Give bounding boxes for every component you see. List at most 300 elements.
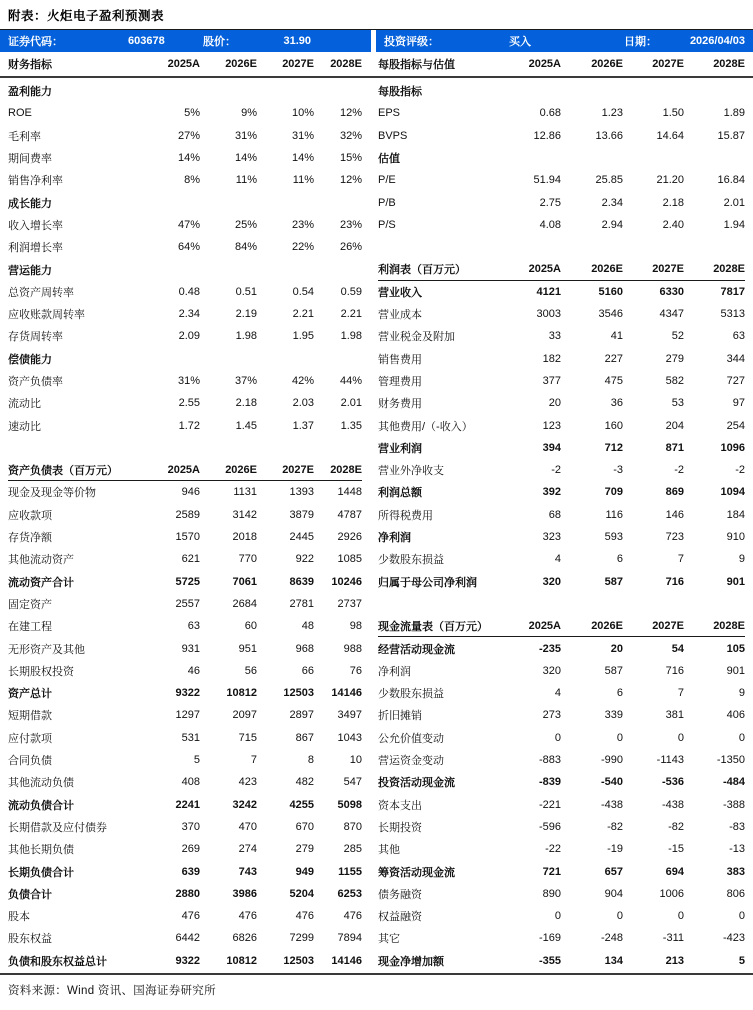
row-value: 922 bbox=[295, 553, 314, 566]
row-value: 8 bbox=[307, 754, 314, 767]
row-value: 2026E bbox=[591, 619, 623, 632]
row-label: 速动比 bbox=[8, 420, 41, 433]
row-value: 2557 bbox=[175, 597, 200, 610]
row-value: -438 bbox=[661, 798, 684, 811]
row-label: 资产总计 bbox=[8, 688, 52, 701]
row-value: 10812 bbox=[226, 687, 257, 700]
row-value: 715 bbox=[238, 731, 257, 744]
price-label: 股价： bbox=[203, 36, 236, 48]
row-value: 279 bbox=[295, 843, 314, 856]
row-value: 0.48 bbox=[178, 285, 200, 298]
row-label: 投资活动现金流 bbox=[378, 777, 455, 790]
table-row bbox=[378, 147, 745, 169]
row-value: 51.94 bbox=[533, 174, 561, 187]
table-row bbox=[378, 682, 745, 704]
row-label: 在建工程 bbox=[8, 621, 52, 634]
table-row bbox=[8, 214, 362, 236]
row-value: 31% bbox=[177, 375, 200, 387]
row-value: 204 bbox=[665, 419, 684, 432]
row-value: 1.37 bbox=[292, 419, 314, 432]
table-row bbox=[378, 593, 745, 615]
row-value: 869 bbox=[665, 486, 684, 499]
row-label: 每股指标 bbox=[378, 86, 422, 99]
row-value: 3242 bbox=[232, 798, 257, 811]
row-value: -169 bbox=[538, 932, 561, 945]
table-row bbox=[8, 749, 362, 771]
row-value: 56 bbox=[244, 664, 257, 677]
row-value: 21.20 bbox=[656, 174, 684, 187]
row-value: 160 bbox=[604, 419, 623, 432]
table-row bbox=[378, 214, 745, 236]
row-label: 管理费用 bbox=[378, 376, 422, 388]
row-value: 1.45 bbox=[235, 419, 257, 432]
row-value: -423 bbox=[722, 932, 745, 945]
table-row bbox=[378, 258, 745, 280]
stock-code-label: 证券代码： bbox=[8, 36, 63, 48]
table-row bbox=[8, 816, 362, 838]
row-value: 4 bbox=[554, 687, 561, 700]
row-value: 694 bbox=[665, 865, 684, 878]
row-value: -248 bbox=[600, 932, 623, 945]
row-value: 392 bbox=[542, 486, 561, 499]
row-value: 0 bbox=[677, 910, 684, 923]
table-row bbox=[8, 281, 362, 303]
table-row bbox=[8, 147, 362, 169]
row-value: 6442 bbox=[175, 932, 200, 945]
row-value: 33 bbox=[548, 330, 561, 343]
row-value: 42% bbox=[291, 375, 314, 387]
row-value: 2028E bbox=[713, 619, 745, 632]
row-value: 593 bbox=[604, 531, 623, 544]
row-value: 20 bbox=[548, 397, 561, 410]
row-label: 应收账款周转率 bbox=[8, 309, 85, 322]
row-value: 2028E bbox=[713, 263, 745, 276]
row-value: 988 bbox=[343, 642, 362, 655]
row-value: 3879 bbox=[289, 508, 314, 521]
row-value: 97 bbox=[732, 397, 745, 410]
row-label: 销售费用 bbox=[378, 353, 422, 366]
table-row bbox=[378, 504, 745, 526]
row-value: 6330 bbox=[659, 285, 684, 298]
row-value: 2.21 bbox=[292, 308, 314, 321]
row-value: 84% bbox=[234, 241, 257, 254]
row-value: 25.85 bbox=[595, 174, 623, 187]
table-row bbox=[8, 258, 362, 280]
row-value: 8% bbox=[184, 174, 200, 187]
row-value: 0 bbox=[616, 731, 623, 744]
price-value: 31.90 bbox=[283, 35, 311, 47]
year-header: 2028E bbox=[330, 58, 362, 70]
table-row bbox=[8, 615, 362, 637]
row-label: 资本支出 bbox=[378, 799, 422, 812]
row-value: 6253 bbox=[337, 887, 362, 900]
row-value: 23% bbox=[339, 218, 362, 231]
row-label: 应付款项 bbox=[8, 732, 52, 745]
row-value: 1.23 bbox=[601, 107, 623, 120]
row-value: -438 bbox=[600, 798, 623, 811]
row-label: 经营活动现金流 bbox=[378, 643, 455, 656]
row-value: -83 bbox=[729, 820, 745, 833]
row-value: 716 bbox=[665, 664, 684, 677]
row-value: 41 bbox=[610, 330, 623, 343]
row-value: 2.09 bbox=[178, 330, 200, 343]
table-row bbox=[8, 414, 362, 436]
row-value: 470 bbox=[238, 820, 257, 833]
row-value: 5204 bbox=[289, 887, 314, 900]
rating-label: 投资评级： bbox=[384, 36, 439, 48]
row-value: 2018 bbox=[232, 531, 257, 544]
row-value: 709 bbox=[604, 486, 623, 499]
row-value: 23% bbox=[291, 218, 314, 231]
table-row bbox=[378, 927, 745, 949]
row-value: 2.34 bbox=[178, 308, 200, 321]
row-value: 4.08 bbox=[539, 218, 561, 231]
row-value: -19 bbox=[607, 843, 623, 856]
row-value: 1.98 bbox=[340, 330, 362, 343]
table-row bbox=[378, 526, 745, 548]
row-value: 134 bbox=[604, 954, 623, 967]
row-label: 利润总额 bbox=[378, 487, 422, 500]
row-label: 公允价值变动 bbox=[378, 732, 444, 745]
row-value: 66 bbox=[301, 664, 314, 677]
row-value: 901 bbox=[726, 575, 745, 588]
row-value: -3 bbox=[613, 464, 623, 477]
row-value: 14% bbox=[291, 152, 314, 165]
table-row bbox=[8, 905, 362, 927]
row-value: 10812 bbox=[226, 954, 257, 967]
row-value: 9 bbox=[738, 687, 745, 700]
row-value: 712 bbox=[604, 441, 623, 454]
row-label: 净利润 bbox=[378, 665, 411, 678]
table-row bbox=[8, 370, 362, 392]
row-value: 0 bbox=[738, 910, 745, 923]
row-label: 其它 bbox=[378, 933, 400, 946]
row-value: 339 bbox=[604, 709, 623, 722]
row-value: 531 bbox=[181, 731, 200, 744]
row-label: 筹资活动现金流 bbox=[378, 866, 455, 879]
row-label: 短期借款 bbox=[8, 710, 52, 723]
row-value: 0.54 bbox=[292, 285, 314, 298]
row-value: 320 bbox=[542, 664, 561, 677]
row-value: 12% bbox=[339, 107, 362, 120]
table-row bbox=[8, 236, 362, 258]
row-value: 9322 bbox=[175, 687, 200, 700]
row-value: 1.72 bbox=[178, 419, 200, 432]
row-value: 12% bbox=[339, 174, 362, 187]
row-value: 727 bbox=[726, 375, 745, 387]
row-value: -596 bbox=[538, 820, 561, 833]
table-row bbox=[8, 504, 362, 526]
row-value: 482 bbox=[295, 776, 314, 789]
table-row bbox=[378, 481, 745, 503]
row-value: 1096 bbox=[720, 441, 745, 454]
row-value: 721 bbox=[542, 865, 561, 878]
row-value: 7 bbox=[250, 754, 257, 767]
row-label: P/E bbox=[378, 174, 396, 187]
row-label: 流动比 bbox=[8, 398, 41, 411]
row-value: 716 bbox=[665, 575, 684, 588]
row-label: P/S bbox=[378, 218, 396, 231]
table-row bbox=[378, 548, 745, 570]
row-value: -15 bbox=[668, 843, 684, 856]
table-row bbox=[378, 303, 745, 325]
row-label: 折旧摊销 bbox=[378, 710, 422, 723]
table-row bbox=[378, 794, 745, 816]
row-value: 47% bbox=[177, 218, 200, 231]
table-row bbox=[8, 771, 362, 793]
row-value: 2.01 bbox=[340, 397, 362, 410]
row-value: 273 bbox=[542, 709, 561, 722]
row-value: 2.21 bbox=[340, 308, 362, 321]
row-label: 现金流量表（百万元） bbox=[378, 620, 488, 633]
table-row bbox=[8, 325, 362, 347]
row-value: 60 bbox=[244, 620, 257, 633]
row-value: -839 bbox=[538, 776, 561, 789]
row-value: 9% bbox=[241, 107, 257, 120]
row-value: 285 bbox=[343, 843, 362, 856]
row-value: 2781 bbox=[289, 597, 314, 610]
row-value: 15% bbox=[339, 152, 362, 165]
table-row bbox=[8, 593, 362, 615]
row-label: 销售净利率 bbox=[8, 175, 63, 188]
table-row bbox=[378, 125, 745, 147]
row-value: 547 bbox=[343, 776, 362, 789]
row-label: 长期股权投资 bbox=[8, 665, 74, 678]
row-value: -13 bbox=[729, 843, 745, 856]
row-label: 成长能力 bbox=[8, 197, 52, 210]
row-value: 0.59 bbox=[340, 285, 362, 298]
row-value: 2027E bbox=[282, 463, 314, 476]
row-value: 587 bbox=[604, 664, 623, 677]
table-row bbox=[378, 392, 745, 414]
info-bar-right-segment bbox=[376, 30, 753, 52]
row-value: 7894 bbox=[337, 932, 362, 945]
row-label: 长期借款及应付债券 bbox=[8, 821, 107, 834]
row-value: 1155 bbox=[338, 865, 362, 878]
table-row bbox=[8, 727, 362, 749]
row-value: 1.35 bbox=[340, 419, 362, 432]
year-header: 2027E bbox=[652, 58, 684, 70]
table-row bbox=[8, 125, 362, 147]
row-value: 0 bbox=[554, 731, 561, 744]
row-value: -1350 bbox=[716, 754, 745, 767]
row-value: 2.01 bbox=[723, 196, 745, 209]
row-value: 279 bbox=[665, 352, 684, 365]
row-value: 2.34 bbox=[601, 196, 623, 209]
row-value: -388 bbox=[722, 798, 745, 811]
row-value: 146 bbox=[665, 508, 684, 521]
row-value: 4 bbox=[554, 553, 561, 566]
row-value: 2.55 bbox=[178, 397, 200, 410]
table-row bbox=[8, 883, 362, 905]
row-label: 利润表（百万元） bbox=[378, 264, 466, 277]
row-value: 63 bbox=[732, 330, 745, 343]
row-value: 2.75 bbox=[539, 196, 561, 209]
row-value: 12.86 bbox=[533, 129, 561, 142]
row-value: 64% bbox=[177, 241, 200, 254]
row-value: 14% bbox=[234, 152, 257, 165]
row-value: 4255 bbox=[289, 798, 314, 811]
table-row bbox=[378, 771, 745, 793]
row-value: 723 bbox=[665, 531, 684, 544]
row-label: 营业外净收支 bbox=[378, 465, 444, 478]
row-label: 财务费用 bbox=[378, 398, 422, 411]
row-value: 63 bbox=[187, 620, 200, 633]
row-label: 营业成本 bbox=[378, 309, 422, 322]
table-row bbox=[378, 838, 745, 860]
rating-value: 买入 bbox=[509, 36, 531, 48]
row-value: 3003 bbox=[536, 308, 561, 321]
table-row bbox=[8, 102, 362, 124]
left-table-title: 财务指标 bbox=[8, 59, 52, 71]
table-row bbox=[8, 392, 362, 414]
per-share-statements-column bbox=[378, 80, 745, 972]
table-row bbox=[378, 950, 745, 972]
row-value: -484 bbox=[722, 776, 745, 789]
table-row bbox=[378, 102, 745, 124]
row-value: 406 bbox=[726, 709, 745, 722]
row-value: 2.18 bbox=[662, 196, 684, 209]
page-title: 附表：火炬电子盈利预测表 bbox=[8, 9, 165, 23]
row-value: 2.94 bbox=[601, 218, 623, 231]
row-value: 8639 bbox=[289, 575, 314, 588]
row-value: 476 bbox=[295, 910, 314, 923]
row-value: 14146 bbox=[331, 954, 362, 967]
row-value: 657 bbox=[604, 865, 623, 878]
row-value: 20 bbox=[610, 642, 623, 655]
row-value: 3546 bbox=[598, 308, 623, 321]
row-label: 资产负债率 bbox=[8, 376, 63, 388]
table-row bbox=[8, 637, 362, 659]
row-label: 盈利能力 bbox=[8, 86, 52, 99]
row-value: 904 bbox=[604, 887, 623, 900]
row-label: 固定资产 bbox=[8, 598, 52, 611]
row-value: 408 bbox=[181, 776, 200, 789]
table-row bbox=[8, 927, 362, 949]
row-value: 910 bbox=[726, 531, 745, 544]
row-value: 890 bbox=[542, 887, 561, 900]
row-value: 2025A bbox=[528, 263, 561, 276]
row-label: 其他 bbox=[378, 844, 400, 857]
row-value: 1043 bbox=[337, 731, 362, 744]
row-value: 377 bbox=[542, 375, 561, 387]
row-value: -82 bbox=[668, 820, 684, 833]
row-label: 存货周转率 bbox=[8, 331, 63, 344]
row-value: 3497 bbox=[337, 709, 362, 722]
left-table-header bbox=[8, 52, 362, 76]
row-value: 394 bbox=[542, 441, 561, 454]
row-label: 估值 bbox=[378, 153, 400, 166]
row-value: 968 bbox=[295, 642, 314, 655]
row-label: 债务融资 bbox=[378, 888, 422, 901]
row-value: -355 bbox=[538, 954, 561, 967]
table-row bbox=[8, 950, 362, 972]
row-value: 213 bbox=[665, 954, 684, 967]
row-value: 1.50 bbox=[662, 107, 684, 120]
table-row bbox=[378, 860, 745, 882]
row-value: -536 bbox=[661, 776, 684, 789]
year-header: 2026E bbox=[591, 58, 623, 70]
table-row bbox=[8, 348, 362, 370]
row-value: 5 bbox=[738, 954, 745, 967]
row-value: 1.94 bbox=[723, 218, 745, 231]
row-label: 资产负债表（百万元） bbox=[8, 464, 118, 477]
row-value: 2026E bbox=[225, 463, 257, 476]
row-label: 净利润 bbox=[378, 532, 411, 545]
row-value: 2025A bbox=[167, 463, 200, 476]
table-row bbox=[378, 80, 745, 102]
row-value: -990 bbox=[600, 754, 623, 767]
table-row bbox=[378, 727, 745, 749]
info-bar-left-segment bbox=[0, 30, 371, 52]
row-value: 44% bbox=[339, 375, 362, 387]
table-row bbox=[378, 236, 745, 258]
row-value: 52 bbox=[671, 330, 684, 343]
row-value: 5% bbox=[184, 107, 200, 120]
table-row bbox=[8, 548, 362, 570]
row-value: 951 bbox=[238, 642, 257, 655]
year-header: 2025A bbox=[167, 58, 200, 70]
row-value: 2.19 bbox=[235, 308, 257, 321]
row-value: 254 bbox=[726, 419, 745, 432]
right-table-title: 每股指标与估值 bbox=[378, 59, 455, 71]
row-label: 归属于母公司净利润 bbox=[378, 576, 477, 589]
row-label: 营业收入 bbox=[378, 286, 422, 299]
row-value: -235 bbox=[538, 642, 561, 655]
row-value: 14146 bbox=[331, 687, 362, 700]
row-value: 2737 bbox=[337, 597, 362, 610]
table-row bbox=[378, 414, 745, 436]
table-row bbox=[378, 348, 745, 370]
row-value: 10246 bbox=[331, 575, 362, 588]
row-value: 37% bbox=[234, 375, 257, 387]
row-value: 1131 bbox=[233, 486, 257, 499]
row-value: 2684 bbox=[232, 597, 257, 610]
table-row bbox=[8, 303, 362, 325]
row-value: 48 bbox=[301, 620, 314, 633]
row-label: 股东权益 bbox=[8, 933, 52, 946]
row-value: 11% bbox=[292, 174, 314, 187]
row-label: 少数股东损益 bbox=[378, 688, 444, 701]
table-row bbox=[378, 637, 745, 659]
row-value: 5313 bbox=[720, 308, 745, 321]
row-value: 2028E bbox=[330, 463, 362, 476]
row-value: 2027E bbox=[652, 619, 684, 632]
row-value: 9322 bbox=[175, 954, 200, 967]
row-value: 27% bbox=[177, 129, 200, 142]
row-value: 10% bbox=[291, 107, 314, 120]
row-value: 7061 bbox=[232, 575, 257, 588]
row-value: 743 bbox=[238, 865, 257, 878]
row-label: 利润增长率 bbox=[8, 242, 63, 255]
row-value: 1297 bbox=[175, 709, 200, 722]
row-value: 621 bbox=[181, 553, 200, 566]
row-label: BVPS bbox=[378, 129, 408, 142]
table-row bbox=[8, 682, 362, 704]
row-value: 4347 bbox=[659, 308, 684, 321]
row-value: 53 bbox=[671, 397, 684, 410]
table-row bbox=[8, 794, 362, 816]
row-value: 2.18 bbox=[235, 397, 257, 410]
row-label: 其他流动负债 bbox=[8, 777, 74, 790]
table-row bbox=[8, 80, 362, 102]
row-value: 476 bbox=[238, 910, 257, 923]
year-header: 2027E bbox=[282, 58, 314, 70]
row-value: -2 bbox=[551, 464, 561, 477]
row-value: 0 bbox=[677, 731, 684, 744]
row-value: 2880 bbox=[175, 887, 200, 900]
row-value: 2097 bbox=[232, 709, 257, 722]
